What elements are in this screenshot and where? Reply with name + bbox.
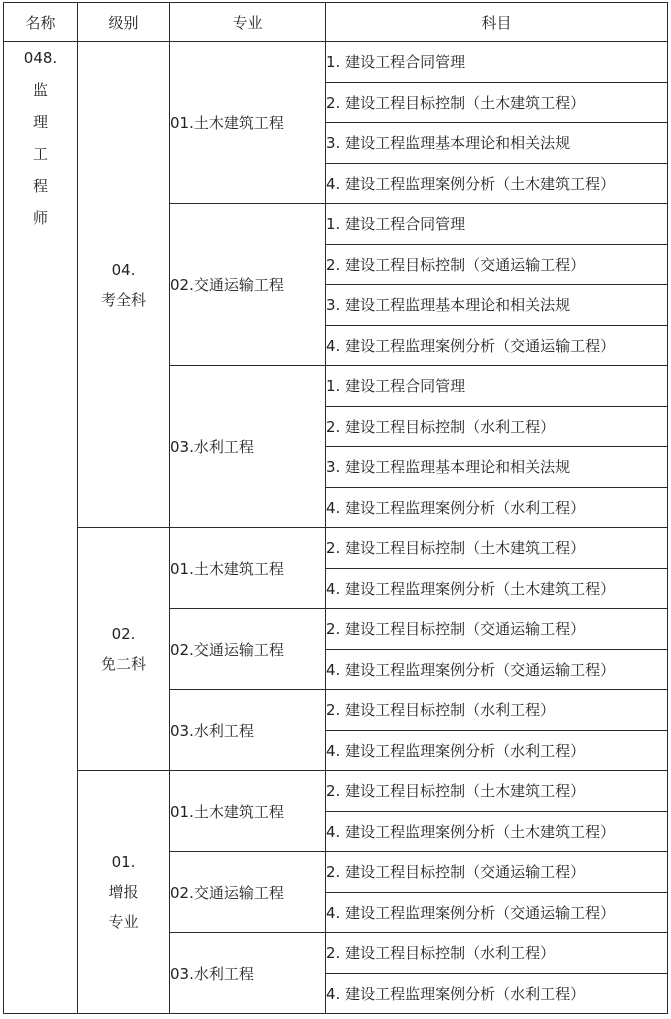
major-cell: 03.水利工程 <box>170 933 326 1014</box>
name-char: 师 <box>32 209 48 227</box>
header-major: 专业 <box>170 3 326 42</box>
major-cell: 01.土木建筑工程 <box>170 42 326 204</box>
subject-cell: 1. 建设工程合同管理 <box>326 42 668 83</box>
level-line: 04. <box>111 260 136 279</box>
subject-cell: 1. 建设工程合同管理 <box>326 366 668 407</box>
table-row <box>4 42 668 83</box>
header-subject: 科目 <box>326 3 668 42</box>
major-cell: 02.交通运输工程 <box>170 852 326 933</box>
subject-cell: 2. 建设工程目标控制（水利工程） <box>326 690 668 731</box>
exam-subject-table <box>3 2 668 1014</box>
major-cell: 03.水利工程 <box>170 690 326 771</box>
subject-cell: 2. 建设工程目标控制（水利工程） <box>326 406 668 447</box>
subject-cell: 2. 建设工程目标控制（水利工程） <box>326 933 668 974</box>
subject-cell: 2. 建设工程目标控制（交通运输工程） <box>326 244 668 285</box>
major-cell: 01.土木建筑工程 <box>170 528 326 609</box>
major-cell: 02.交通运输工程 <box>170 609 326 690</box>
subject-cell: 4. 建设工程监理案例分析（土木建筑工程） <box>326 811 668 852</box>
subject-cell: 2. 建设工程目标控制（交通运输工程） <box>326 609 668 650</box>
level-line: 02. <box>111 625 136 643</box>
level-line: 免二科 <box>100 655 146 673</box>
table-body <box>4 42 668 1014</box>
subject-cell: 4. 建设工程监理案例分析（土木建筑工程） <box>326 568 668 609</box>
major-cell: 02.交通运输工程 <box>170 204 326 366</box>
name-code: 048. <box>23 49 58 67</box>
name-char: 程 <box>32 177 48 195</box>
table-row <box>4 771 668 812</box>
level-line: 考全科 <box>100 290 146 309</box>
table-row <box>4 528 668 569</box>
name-char: 工 <box>32 145 48 163</box>
subject-cell: 3. 建设工程监理基本理论和相关法规 <box>326 123 668 164</box>
subject-cell: 2. 建设工程目标控制（土木建筑工程） <box>326 771 668 812</box>
subject-cell: 4. 建设工程监理案例分析（土木建筑工程） <box>326 163 668 204</box>
major-cell: 01.土木建筑工程 <box>170 771 326 852</box>
subject-cell: 4. 建设工程监理案例分析（水利工程） <box>326 487 668 528</box>
header-name: 名称 <box>4 3 78 42</box>
level-line: 增报 <box>108 883 139 901</box>
header-row <box>4 3 668 42</box>
level-line: 专业 <box>108 913 139 931</box>
subject-cell: 4. 建设工程监理案例分析（交通运输工程） <box>326 325 668 366</box>
name-char: 理 <box>32 113 48 131</box>
subject-cell: 3. 建设工程监理基本理论和相关法规 <box>326 285 668 326</box>
subject-cell: 3. 建设工程监理基本理论和相关法规 <box>326 447 668 488</box>
subject-cell: 4. 建设工程监理案例分析（水利工程） <box>326 730 668 771</box>
level-cell <box>78 42 170 528</box>
subject-cell: 1. 建设工程合同管理 <box>326 204 668 245</box>
subject-cell: 2. 建设工程目标控制（土木建筑工程） <box>326 528 668 569</box>
level-cell <box>78 528 170 771</box>
level-cell <box>78 771 170 1014</box>
name-char: 监 <box>32 81 48 99</box>
subject-cell: 2. 建设工程目标控制（土木建筑工程） <box>326 82 668 123</box>
subject-cell: 4. 建设工程监理案例分析（交通运输工程） <box>326 649 668 690</box>
major-cell: 03.水利工程 <box>170 366 326 528</box>
name-cell <box>4 42 78 1014</box>
subject-cell: 4. 建设工程监理案例分析（交通运输工程） <box>326 892 668 933</box>
level-line: 01. <box>111 853 136 871</box>
subject-cell: 4. 建设工程监理案例分析（水利工程） <box>326 973 668 1014</box>
header-level: 级别 <box>78 3 170 42</box>
subject-cell: 2. 建设工程目标控制（交通运输工程） <box>326 852 668 893</box>
